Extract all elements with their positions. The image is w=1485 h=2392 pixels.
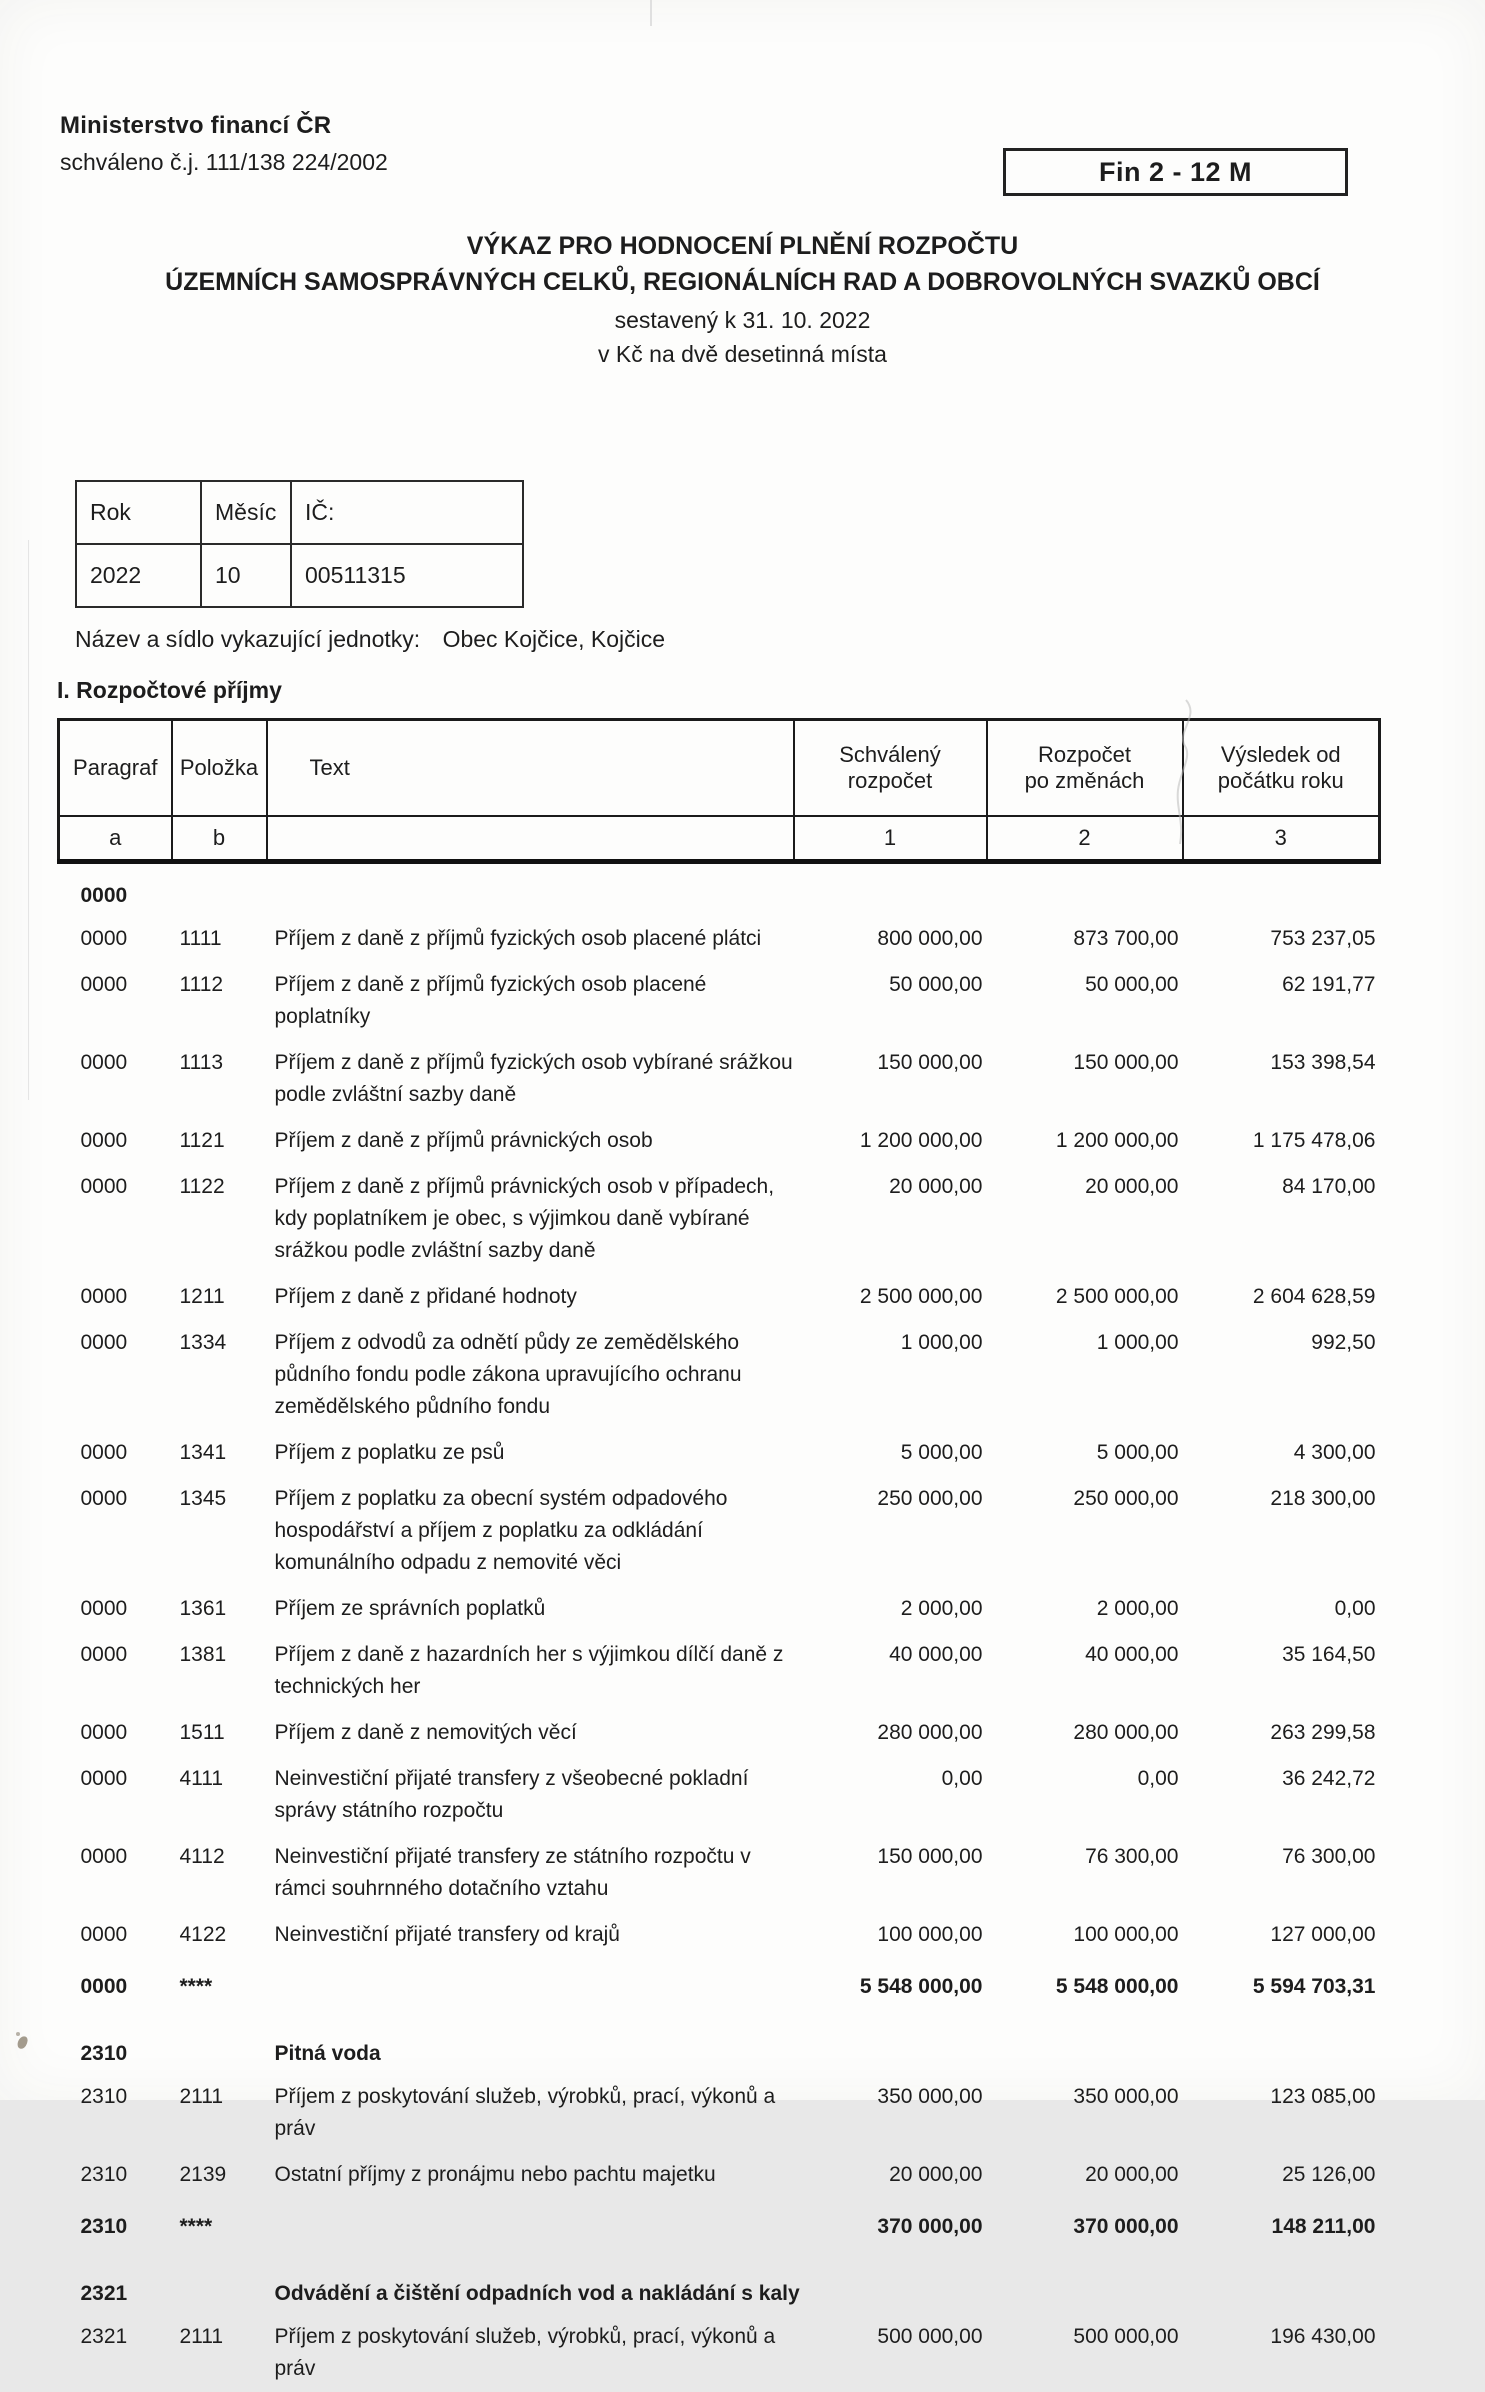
paragraf-cell: 0000 [59, 1164, 172, 1274]
subheader-1: 1 [794, 816, 987, 862]
amended-amount-cell: 2 500 000,00 [987, 1274, 1183, 1320]
polozka-cell: 1211 [172, 1274, 267, 1320]
report-title-line1: VÝKAZ PRO HODNOCENÍ PLNĚNÍ ROZPOČTU [0, 232, 1485, 261]
budget-item-row [59, 2314, 1380, 2392]
approved-amount-cell: 0,00 [794, 1756, 987, 1834]
budget-item-row [59, 916, 1380, 962]
budget-item-row [59, 2152, 1380, 2198]
paragraf-cell: 2310 [59, 2016, 172, 2074]
approved-amount-cell: 40 000,00 [794, 1632, 987, 1710]
approved-amount-cell: 100 000,00 [794, 1912, 987, 1958]
polozka-cell: 2111 [172, 2074, 267, 2152]
text-cell: Příjem z daně z nemovitých věcí [267, 1710, 794, 1756]
amended-amount-cell: 873 700,00 [987, 916, 1183, 962]
scan-artifact-speck [16, 2035, 29, 2050]
paragraf-cell: 0000 [59, 1710, 172, 1756]
paragraf-cell: 0000 [59, 1834, 172, 1912]
text-cell: Příjem z daně z příjmů právnických osob [267, 1118, 794, 1164]
paragraf-cell: 0000 [59, 1040, 172, 1118]
budget-item-row [59, 1118, 1380, 1164]
result-amount-cell: 25 126,00 [1183, 2152, 1380, 2198]
identification-table [75, 480, 524, 608]
budget-item-row [59, 1710, 1380, 1756]
result-amount-cell: 1 175 478,06 [1183, 1118, 1380, 1164]
amended-amount-cell: 0,00 [987, 1756, 1183, 1834]
amended-amount-cell: 150 000,00 [987, 1040, 1183, 1118]
paragraf-cell: 0000 [59, 862, 172, 917]
paragraf-cell: 2310 [59, 2198, 172, 2256]
section-group-row [59, 2016, 1380, 2074]
amended-amount-cell: 20 000,00 [987, 2152, 1183, 2198]
polozka-cell: 2139 [172, 2152, 267, 2198]
form-code-box [1003, 148, 1348, 196]
section-total-row [59, 1958, 1380, 2016]
amended-amount-cell: 1 000,00 [987, 1320, 1183, 1430]
amended-amount-cell: 370 000,00 [987, 2198, 1183, 2256]
section-group-row [59, 2256, 1380, 2314]
paragraf-cell: 0000 [59, 1586, 172, 1632]
result-amount-cell: 753 237,05 [1183, 916, 1380, 962]
polozka-cell: **** [172, 2198, 267, 2256]
approved-amount-cell: 500 000,00 [794, 2314, 987, 2392]
paragraf-cell: 0000 [59, 1274, 172, 1320]
polozka-cell: 1121 [172, 1118, 267, 1164]
approved-amount-cell: 5 000,00 [794, 1430, 987, 1476]
subheader-2: 2 [987, 816, 1183, 862]
paragraf-cell: 0000 [59, 1912, 172, 1958]
polozka-cell: 1111 [172, 916, 267, 962]
polozka-cell: 1511 [172, 1710, 267, 1756]
result-amount-cell: 84 170,00 [1183, 1164, 1380, 1274]
approved-amount-cell: 250 000,00 [794, 1476, 987, 1586]
text-cell: Příjem ze správních poplatků [267, 1586, 794, 1632]
budget-item-row [59, 1586, 1380, 1632]
currency-note-line: v Kč na dvě desetinná místa [0, 341, 1485, 368]
group-title-cell: Odvádění a čištění odpadních vod a nakládání s kaly [267, 2256, 1380, 2314]
paragraf-cell: 0000 [59, 1632, 172, 1710]
text-cell: Příjem z daně z příjmů fyzických osob vybírané srážkou podle zvláštní sazby daně [267, 1040, 794, 1118]
text-cell: Neinvestiční přijaté transfery od krajů [267, 1912, 794, 1958]
budget-item-row [59, 1164, 1380, 1274]
result-amount-cell: 4 300,00 [1183, 1430, 1380, 1476]
approved-amount-cell: 20 000,00 [794, 2152, 987, 2198]
reporting-unit-value: Obec Kojčice, Kojčice [443, 626, 665, 652]
amended-amount-cell: 280 000,00 [987, 1710, 1183, 1756]
result-amount-cell: 127 000,00 [1183, 1912, 1380, 1958]
section-group-row [59, 862, 1380, 917]
text-column-header: Text [267, 720, 794, 816]
paragraf-cell: 0000 [59, 962, 172, 1040]
month-header-cell: Měsíc [201, 481, 291, 544]
result-amount-cell: 148 211,00 [1183, 2198, 1380, 2256]
scan-artifact-edge-line [28, 540, 29, 1100]
result-amount-cell: 218 300,00 [1183, 1476, 1380, 1586]
text-cell: Příjem z odvodů za odnětí půdy ze zemědělského půdního fondu podle zákona upravujícího ochranu zemědělského půdního fondu [267, 1320, 794, 1430]
text-cell: Příjem z daně z příjmů fyzických osob placené poplatníky [267, 962, 794, 1040]
result-amount-cell: 62 191,77 [1183, 962, 1380, 1040]
result-amount-cell: 263 299,58 [1183, 1710, 1380, 1756]
scan-artifact-speck-small [16, 2032, 20, 2036]
paragraf-cell: 0000 [59, 1476, 172, 1586]
text-cell: Neinvestiční přijaté transfery z všeobecné pokladní správy státního rozpočtu [267, 1756, 794, 1834]
polozka-cell: 4112 [172, 1834, 267, 1912]
approval-reference: schváleno č.j. 111/138 224/2002 [60, 149, 1485, 176]
paragraf-cell: 2310 [59, 2074, 172, 2152]
amended-amount-cell: 250 000,00 [987, 1476, 1183, 1586]
text-cell [267, 1958, 794, 2016]
polozka-cell [172, 862, 267, 917]
group-title-cell: Pitná voda [267, 2016, 1380, 2074]
result-amount-cell: 196 430,00 [1183, 2314, 1380, 2392]
year-header-cell: Rok [76, 481, 201, 544]
approved-amount-cell: 350 000,00 [794, 2074, 987, 2152]
approved-amount-cell: 280 000,00 [794, 1710, 987, 1756]
budget-table-header [59, 720, 1380, 862]
budget-item-row [59, 1274, 1380, 1320]
amended-amount-cell: 5 000,00 [987, 1430, 1183, 1476]
polozka-cell [172, 2016, 267, 2074]
compiled-date-line: sestavený k 31. 10. 2022 [0, 307, 1485, 334]
section-title: I. Rozpočtové příjmy [57, 677, 1485, 704]
approved-amount-cell: 50 000,00 [794, 962, 987, 1040]
text-cell: Ostatní příjmy z pronájmu nebo pachtu majetku [267, 2152, 794, 2198]
id-table-value-row [76, 544, 523, 607]
report-title-line2: ÚZEMNÍCH SAMOSPRÁVNÝCH CELKŮ, REGIONÁLNÍCH RAD A DOBROVOLNÝCH SVAZKŮ OBCÍ [0, 268, 1485, 297]
amended-budget-column-header: Rozpočet po změnách [987, 720, 1183, 816]
form-code-label: Fin 2 - 12 M [1099, 157, 1252, 188]
polozka-cell: 4122 [172, 1912, 267, 1958]
ico-value-cell: 00511315 [291, 544, 523, 607]
subheader-3: 3 [1183, 816, 1380, 862]
result-column-header: Výsledek od počátku roku [1183, 720, 1380, 816]
amended-amount-cell: 40 000,00 [987, 1632, 1183, 1710]
paragraf-cell: 2321 [59, 2256, 172, 2314]
budget-item-row [59, 1912, 1380, 1958]
paragraf-cell: 0000 [59, 1958, 172, 2016]
budget-item-row [59, 1476, 1380, 1586]
reporting-unit-line [75, 626, 1485, 653]
result-amount-cell: 0,00 [1183, 1586, 1380, 1632]
budget-item-row [59, 2074, 1380, 2152]
budget-item-row [59, 1632, 1380, 1710]
amended-amount-cell: 76 300,00 [987, 1834, 1183, 1912]
result-amount-cell: 76 300,00 [1183, 1834, 1380, 1912]
budget-item-row [59, 1834, 1380, 1912]
group-title-cell [267, 862, 1380, 917]
text-cell: Příjem z daně z příjmů právnických osob v případech, kdy poplatníkem je obec, s výjimkou daně vybírané srážkou podle zvláštní sazby daně [267, 1164, 794, 1274]
text-cell: Příjem z poskytování služeb, výrobků, prací, výkonů a práv [267, 2074, 794, 2152]
amended-amount-cell: 5 548 000,00 [987, 1958, 1183, 2016]
approved-amount-cell: 1 200 000,00 [794, 1118, 987, 1164]
year-value-cell: 2022 [76, 544, 201, 607]
issuer-name: Ministerstvo financí ČR [60, 112, 1485, 140]
amended-amount-cell: 1 200 000,00 [987, 1118, 1183, 1164]
paragraf-cell: 0000 [59, 1430, 172, 1476]
result-amount-cell: 153 398,54 [1183, 1040, 1380, 1118]
month-value-cell: 10 [201, 544, 291, 607]
approved-budget-column-header: Schválený rozpočet [794, 720, 987, 816]
budget-item-row [59, 1756, 1380, 1834]
polozka-cell: 1334 [172, 1320, 267, 1430]
polozka-cell: **** [172, 1958, 267, 2016]
result-amount-cell: 123 085,00 [1183, 2074, 1380, 2152]
amended-amount-cell: 100 000,00 [987, 1912, 1183, 1958]
title-block [0, 232, 1485, 368]
amended-amount-cell: 2 000,00 [987, 1586, 1183, 1632]
budget-subheader-row [59, 816, 1380, 862]
polozka-column-header: Položka [172, 720, 267, 816]
amended-amount-cell: 50 000,00 [987, 962, 1183, 1040]
id-table-header-row [76, 481, 523, 544]
result-amount-cell: 36 242,72 [1183, 1756, 1380, 1834]
polozka-cell: 4111 [172, 1756, 267, 1834]
text-cell [267, 2198, 794, 2256]
ico-header-cell: IČ: [291, 481, 523, 544]
approved-amount-cell: 20 000,00 [794, 1164, 987, 1274]
amended-amount-cell: 20 000,00 [987, 1164, 1183, 1274]
text-cell: Neinvestiční přijaté transfery ze státního rozpočtu v rámci souhrnného dotačního vztahu [267, 1834, 794, 1912]
result-amount-cell: 5 594 703,31 [1183, 1958, 1380, 2016]
polozka-cell: 2111 [172, 2314, 267, 2392]
polozka-cell: 1381 [172, 1632, 267, 1710]
approved-amount-cell: 2 000,00 [794, 1586, 987, 1632]
reporting-unit-label: Název a sídlo vykazující jednotky: [75, 626, 420, 652]
paragraf-cell: 0000 [59, 1756, 172, 1834]
polozka-cell: 1345 [172, 1476, 267, 1586]
approved-amount-cell: 2 500 000,00 [794, 1274, 987, 1320]
subheader-b: b [172, 816, 267, 862]
text-cell: Příjem z daně z příjmů fyzických osob placené plátci [267, 916, 794, 962]
section-total-row [59, 2198, 1380, 2256]
polozka-cell: 1341 [172, 1430, 267, 1476]
paragraf-cell: 2310 [59, 2152, 172, 2198]
text-cell: Příjem z poplatku ze psů [267, 1430, 794, 1476]
result-amount-cell: 35 164,50 [1183, 1632, 1380, 1710]
amended-amount-cell: 500 000,00 [987, 2314, 1183, 2392]
budget-item-row [59, 1040, 1380, 1118]
result-amount-cell: 992,50 [1183, 1320, 1380, 1430]
subheader-text [267, 816, 794, 862]
budget-table-body [59, 862, 1380, 2392]
polozka-cell: 1112 [172, 962, 267, 1040]
amended-amount-cell: 350 000,00 [987, 2074, 1183, 2152]
paragraf-cell: 0000 [59, 916, 172, 962]
polozka-cell [172, 2256, 267, 2314]
approved-amount-cell: 5 548 000,00 [794, 1958, 987, 2016]
approved-amount-cell: 800 000,00 [794, 916, 987, 962]
approved-amount-cell: 150 000,00 [794, 1834, 987, 1912]
text-cell: Příjem z poskytování služeb, výrobků, prací, výkonů a práv [267, 2314, 794, 2392]
text-cell: Příjem z daně z hazardních her s výjimkou dílčí daně z technických her [267, 1632, 794, 1710]
approved-amount-cell: 1 000,00 [794, 1320, 987, 1430]
budget-item-row [59, 1430, 1380, 1476]
approved-amount-cell: 370 000,00 [794, 2198, 987, 2256]
polozka-cell: 1113 [172, 1040, 267, 1118]
subheader-a: a [59, 816, 172, 862]
budget-header-row [59, 720, 1380, 816]
approved-amount-cell: 150 000,00 [794, 1040, 987, 1118]
paragraf-cell: 0000 [59, 1118, 172, 1164]
paragraf-cell: 0000 [59, 1320, 172, 1430]
text-cell: Příjem z daně z přidané hodnoty [267, 1274, 794, 1320]
budget-item-row [59, 1320, 1380, 1430]
paragraf-column-header: Paragraf [59, 720, 172, 816]
polozka-cell: 1122 [172, 1164, 267, 1274]
text-cell: Příjem z poplatku za obecní systém odpadového hospodářství a příjem z poplatku za odkládání komunálního odpadu z nemovité věci [267, 1476, 794, 1586]
result-amount-cell: 2 604 628,59 [1183, 1274, 1380, 1320]
paragraf-cell: 2321 [59, 2314, 172, 2392]
budget-revenues-table [57, 718, 1381, 2392]
budget-item-row [59, 962, 1380, 1040]
polozka-cell: 1361 [172, 1586, 267, 1632]
